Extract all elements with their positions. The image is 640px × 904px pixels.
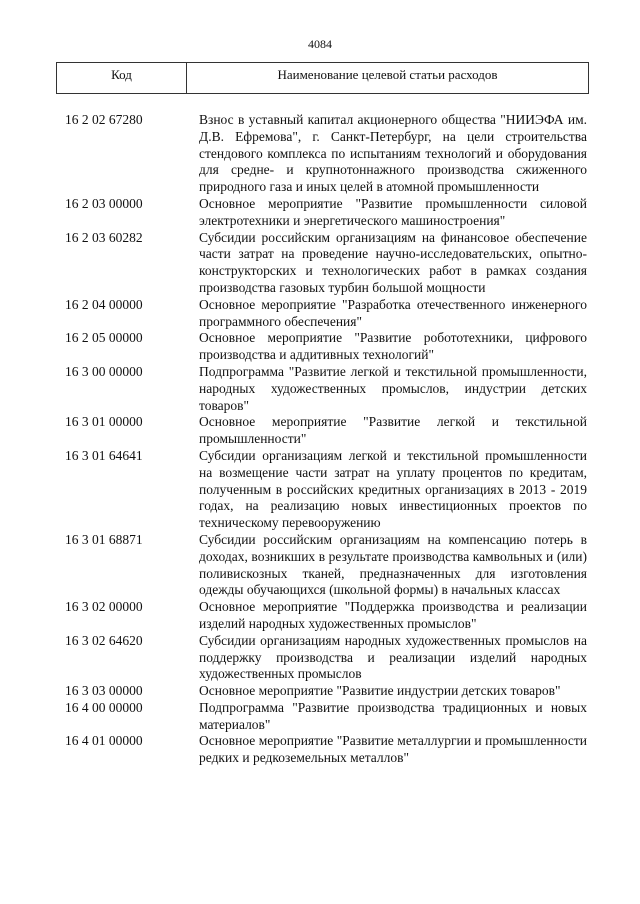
row-code: 16 2 04 00000	[65, 296, 143, 312]
row-name: Основное мероприятие "Развитие робототехники, цифрового производства и аддитивных технологий"	[199, 330, 587, 363]
row-code: 16 4 00 00000	[65, 699, 143, 715]
row-name: Субсидии организациям легкой и текстильной промышленности на возмещение части затрат на уплату процентов по кредитам, полученным в российских кредитных организациях в 2013 - 2019 годах, на реализацию новых инвестиционных проектов по техническому перевооружению	[199, 447, 587, 531]
table-row	[65, 733, 587, 767]
row-name: Подпрограмма "Развитие легкой и текстильной промышленности, народных художественных промыслов, индустрии детских товаров"	[199, 363, 587, 413]
row-name: Основное мероприятие "Развитие металлургии и промышленности редких и редкоземельных металлов"	[199, 733, 587, 766]
page-number: 4084	[308, 37, 332, 51]
row-name: Взнос в уставный капитал акционерного общества "НИИЭФА им. Д.В. Ефремова", г. Санкт-Петербург, на цели строительства стендового комплекса по испытаниям технологий и оборудования для средне- и крупнотоннажного производства сжиженного природного газа и иных целей в атомной промышленности	[199, 112, 587, 195]
row-name: Основное мероприятие "Развитие промышленности силовой электротехники и энергетического машиностроения"	[199, 195, 587, 228]
row-code: 16 3 01 64641	[65, 447, 143, 463]
row-code: 16 3 02 64620	[65, 632, 143, 648]
row-code: 16 3 01 00000	[65, 414, 143, 430]
row-name: Субсидии организациям народных художественных промыслов на поддержку производства и реализации изделий народных художественных промыслов	[199, 632, 587, 682]
table-row	[65, 330, 587, 364]
row-name: Субсидии российским организациям на финансовое обеспечение части затрат на проведение научно-исследовательских, опытно-конструкторских и технологических работ в рамках создания производства газовых турбин большой мощности	[199, 229, 587, 295]
table-row	[65, 297, 587, 331]
row-name: Основное мероприятие "Развитие легкой и текстильной промышленности"	[199, 414, 587, 447]
row-code: 16 4 01 00000	[65, 733, 143, 749]
table-row	[65, 448, 587, 532]
row-name: Основное мероприятие "Поддержка производства и реализации изделий народных художественных промыслов"	[199, 599, 587, 631]
budget-items-list	[65, 112, 587, 767]
row-code: 16 3 00 00000	[65, 363, 143, 379]
row-code: 16 3 01 68871	[65, 531, 143, 547]
row-code: 16 2 02 67280	[65, 112, 143, 127]
table-row	[65, 112, 587, 196]
table-row	[65, 633, 587, 683]
table-row	[65, 700, 587, 734]
row-name: Основное мероприятие "Развитие индустрии детских товаров"	[199, 683, 561, 699]
row-code: 16 3 02 00000	[65, 599, 143, 615]
table-row	[65, 414, 587, 448]
column-header-code: Код	[57, 63, 187, 93]
table-row	[65, 532, 587, 599]
table-header	[56, 62, 589, 94]
column-header-name: Наименование целевой статьи расходов	[277, 67, 498, 82]
row-name: Субсидии российским организациям на компенсацию потерь в доходах, возникших в результате производства камвольных и (или) поливискозных тканей, предназначенных для изготовления одежды обучающихся (школьной формы) в начальных классах	[199, 531, 587, 598]
table-row	[65, 364, 587, 414]
row-code: 16 2 03 00000	[65, 195, 143, 211]
table-row	[65, 230, 587, 297]
row-name: Основное мероприятие "Разработка отечественного инженерного программного обеспечения"	[199, 296, 587, 329]
table-row	[65, 599, 587, 633]
row-name: Подпрограмма "Развитие производства традиционных и новых материалов"	[199, 699, 587, 732]
table-row	[65, 196, 587, 230]
row-code: 16 3 03 00000	[65, 683, 143, 699]
row-code: 16 2 03 60282	[65, 229, 143, 245]
row-code: 16 2 05 00000	[65, 330, 143, 346]
table-row	[65, 683, 587, 700]
